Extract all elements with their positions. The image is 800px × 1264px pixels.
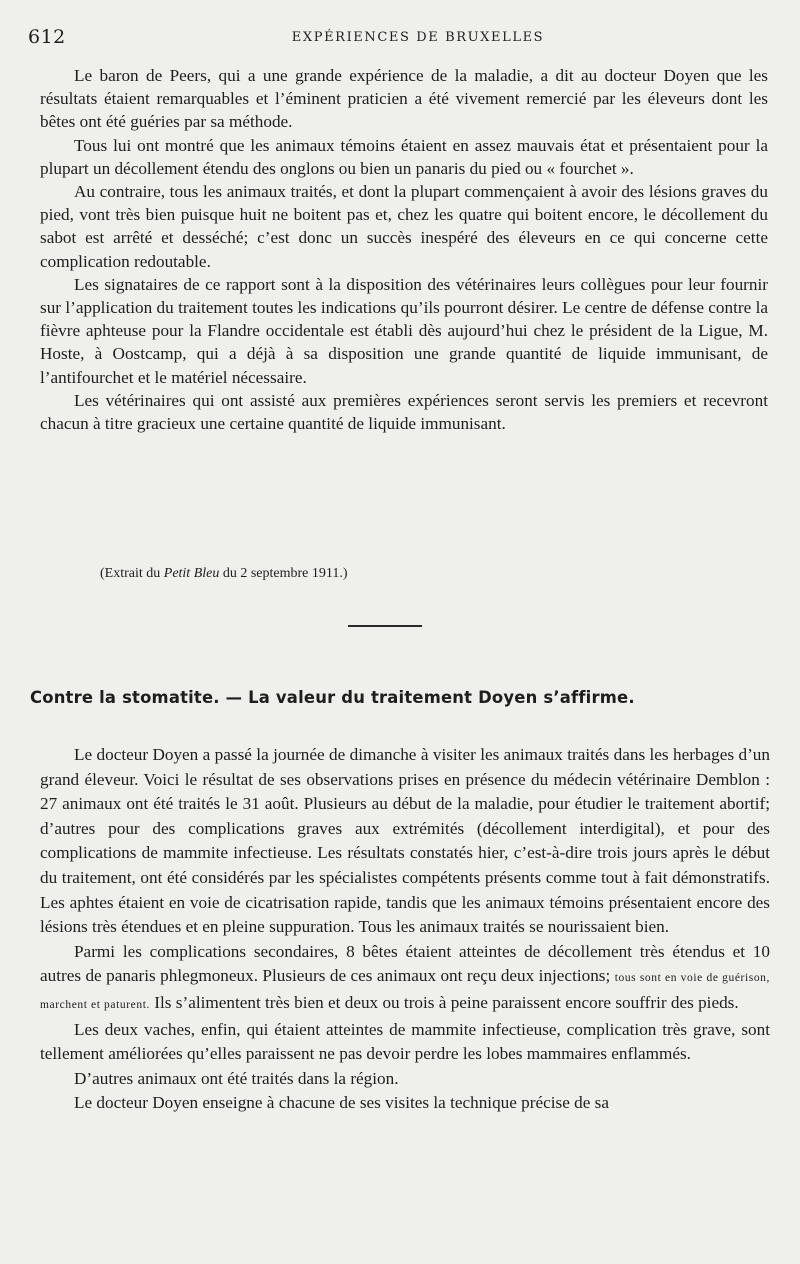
paragraph-text: Parmi les complications secondaires, 8 bêtes étaient atteintes de décollement très étendus et 10 autres de panaris phlegmoneux. Plusieurs de ces animaux ont reçu deux injections;	[40, 941, 770, 986]
paragraph: Les deux vaches, enfin, qui étaient atteintes de mammite infectieuse, complication très grave, sont tellement améliorées qu’elles paraissent ne pas devoir perdre les lobes mammaires enflammés.	[40, 1019, 770, 1064]
article-title: Contre la stomatite. — La valeur du traitement Doyen s’affirme.	[30, 688, 635, 707]
paragraph: Tous lui ont montré que les animaux témoins étaient en assez mauvais état et présentaient pour la plupart un décollement étendu des onglons ou bien un panaris du pied ou « fourchet ».	[40, 135, 768, 178]
paragraph: D’autres animaux ont été traités dans la région.	[74, 1068, 399, 1088]
running-title: EXPÉRIENCES DE BRUXELLES	[291, 30, 545, 45]
paragraph: Au contraire, tous les animaux traités, et dont la plupart commençaient à avoir des lésions graves du pied, vont très bien puisque huit ne boitent pas et, chez les quatre qui boitent encore, le décollement du sabot est arrêté et desséché; c’est donc un succès inespéré des éleveurs en ce qui concerne cette complication redoutable.	[40, 182, 768, 271]
paragraph: Les signataires de ce rapport sont à la disposition des vétérinaires leurs collègues pour leur fournir sur l’application du traitement toutes les indications qu’ils pourront désirer. Le centre de défense contre la fièvre aphteuse pour la Flandre occidentale est établi dès aujourd’hui chez le président de la Ligue, M. Hoste, à Oostcamp, qui a déjà à sa disposition une grande quantité de liquide immunisant, de l’antifourchet et le matériel nécessaire.	[40, 274, 768, 387]
citation-prefix: (Extrait du	[100, 566, 164, 581]
report-conclusion-section	[40, 64, 768, 435]
citation-suffix: du 2 septembre 1911.)	[219, 566, 348, 581]
article-body	[40, 743, 770, 1116]
paragraph: Le baron de Peers, qui a une grande expérience de la maladie, a dit au docteur Doyen que les résultats étaient remarquables et l’éminent praticien a été vivement remercié par les éleveurs dont les bêtes ont été guéries par sa méthode.	[40, 66, 768, 132]
paragraph-text: Ils s’alimentent très bien et deux ou trois à peine paraissent encore souffrir des pieds.	[150, 992, 739, 1012]
paragraph	[40, 940, 770, 1018]
publication-name: Petit Bleu	[163, 566, 220, 581]
paragraph: Le docteur Doyen a passé la journée de dimanche à visiter les animaux traités dans les herbages d’un grand éleveur. Voici le résultat de ses observations prises en présence du médecin vétérinaire Demblon : 27 animaux ont été traités le 31 août. Plusieurs au début de la maladie, pour étudier le traitement abortif; d’autres pour des complications graves aux extrémités (décollement interdigital), et pour des complications de mammite infectieuse. Les résultats constatés hier, c’est-à-dire trois jours après le début du traitement, ont été considérés par les spécialistes compétents présents comme tout à fait démonstratifs. Les aphtes étaient en voie de cicatrisation rapide, tandis que les animaux témoins présentaient encore des lésions très étendues et en pleine suppuration. Tous les animaux traités se nourissaient bien.	[40, 745, 770, 937]
section-divider	[348, 625, 422, 627]
small-caps-text: tous sont en voie de guérison, marchent et paturent.	[40, 972, 770, 1011]
page-number: 612	[28, 26, 66, 48]
paragraph: Le docteur Doyen enseigne à chacune de ses visites la technique précise de sa	[74, 1093, 609, 1113]
source-citation	[100, 566, 600, 582]
paragraph: Les vétérinaires qui ont assisté aux premières expériences seront servis les premiers et recevront chacun à titre gracieux une certaine quantité de liquide immunisant.	[40, 390, 768, 434]
page-header	[28, 26, 768, 48]
